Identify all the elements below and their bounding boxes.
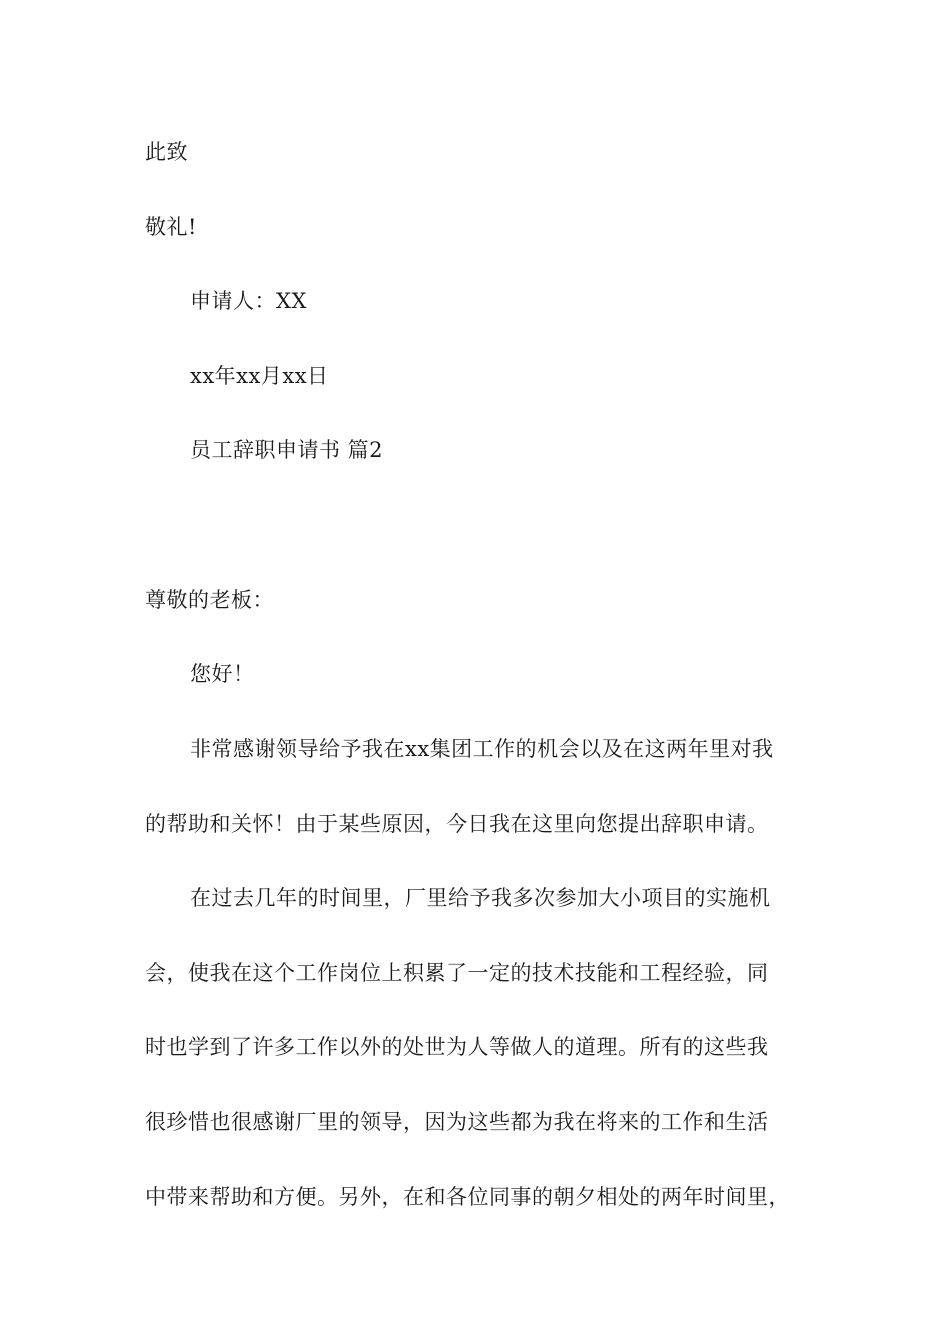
body-line: 时也学到了许多工作以外的处世为人等做人的道理。所有的这些我 <box>145 1035 769 1059</box>
salutation: 尊敬的老板： <box>145 588 274 612</box>
closing-line-2: 敬礼! <box>145 215 197 239</box>
greeting: 您好！ <box>190 662 255 686</box>
signature-date: xx年xx月xx日 <box>190 364 329 388</box>
section-title: 员工辞职申请书 篇2 <box>190 438 384 462</box>
body-line: 非常感谢领导给予我在xx集团工作的机会以及在这两年里对我 <box>190 737 774 761</box>
body-line: 在过去几年的时间里，厂里给予我多次参加大小项目的实施机 <box>190 886 771 910</box>
closing-line-1: 此致 <box>145 140 188 164</box>
body-line: 会，使我在这个工作岗位上积累了一定的技术技能和工程经验，同 <box>145 961 769 985</box>
body-line: 很珍惜也很感谢厂里的领导，因为这些都为我在将来的工作和生活 <box>145 1110 769 1134</box>
applicant-signature: 申请人：XX <box>190 289 307 313</box>
body-line: 的帮助和关怀！由于某些原因，今日我在这里向您提出辞职申请。 <box>145 812 769 836</box>
body-line: 中带来帮助和方便。另外，在和各位同事的朝夕相处的两年时间里， <box>145 1185 790 1209</box>
